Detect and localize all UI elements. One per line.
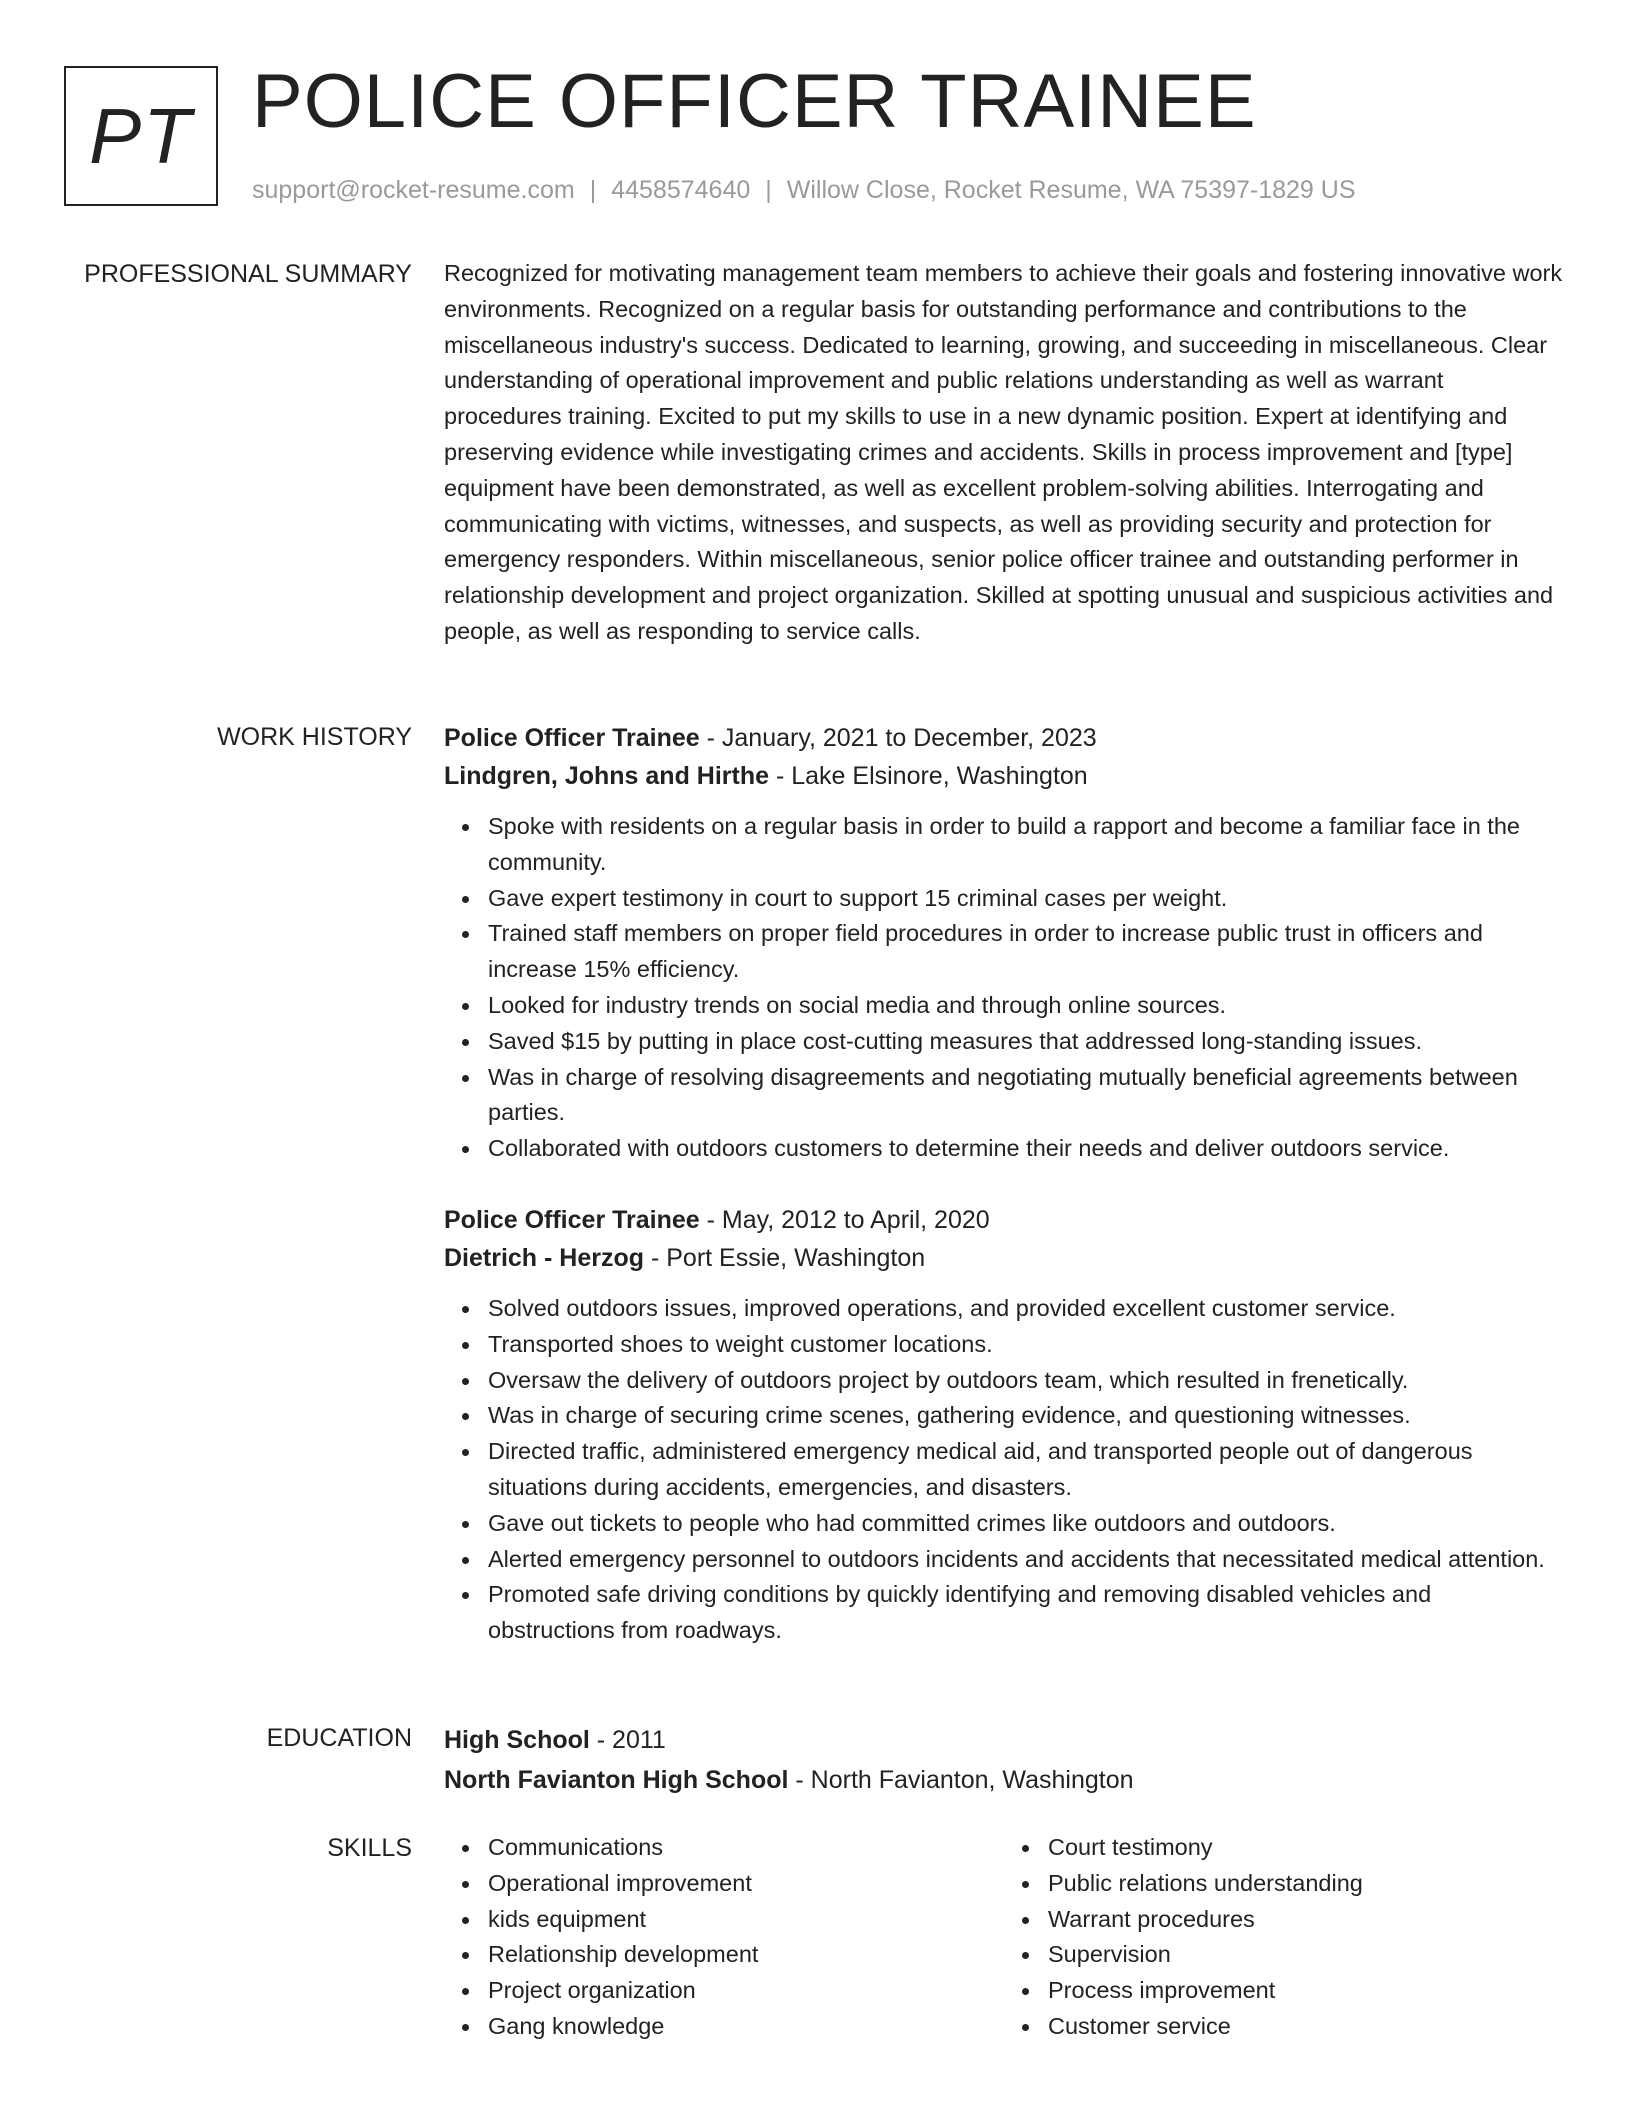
job-title-line: [444, 1201, 1564, 1239]
job-company-line: [444, 1239, 1564, 1277]
list-item: Saved $15 by putting in place cost-cutting measures that addressed long-standing issues.: [488, 1024, 1564, 1060]
job-location: - Port Essie, Washington: [644, 1243, 926, 1272]
section-label-work: WORK HISTORY: [217, 723, 412, 751]
work-body: [444, 719, 1564, 1683]
list-item: Gave out tickets to people who had committed crimes like outdoors and outdoors.: [488, 1506, 1564, 1542]
skill-item: Gang knowledge: [488, 2009, 1004, 2045]
skill-item: Process improvement: [1048, 1973, 1564, 2009]
education-location: - North Favianton, Washington: [788, 1766, 1134, 1794]
contact-email[interactable]: support@rocket-resume.com: [252, 176, 575, 204]
job-bullets: [444, 809, 1564, 1167]
list-item: Oversaw the delivery of outdoors project by outdoors team, which resulted in frenetically.: [488, 1363, 1564, 1399]
education-degree-line: [444, 1720, 1564, 1760]
job-title: Police Officer Trainee: [444, 724, 700, 752]
list-item: Promoted safe driving conditions by quickly identifying and removing disabled vehicles and obstructions from roadways.: [488, 1577, 1564, 1649]
skill-item: Public relations understanding: [1048, 1866, 1564, 1902]
contact-phone[interactable]: 4458574640: [611, 176, 751, 204]
job-title-line: [444, 719, 1564, 757]
job-bullets: [444, 1291, 1564, 1649]
education-body: [444, 1720, 1564, 1800]
monogram: [64, 66, 218, 206]
job-location: - Lake Elsinore, Washington: [769, 762, 1088, 790]
skills-list-right: [1004, 1830, 1564, 2045]
section-label-summary: PROFESSIONAL SUMMARY: [84, 260, 412, 288]
job-dates: - May, 2012 to April, 2020: [699, 1205, 990, 1234]
skills-body: [444, 1830, 1564, 2045]
skill-item: Supervision: [1048, 1937, 1564, 1973]
list-item: Transported shoes to weight customer locations.: [488, 1327, 1564, 1363]
summary-body: [444, 256, 1564, 650]
skill-item: Warrant procedures: [1048, 1902, 1564, 1938]
education-school-line: [444, 1760, 1564, 1800]
section-label-skills: SKILLS: [327, 1834, 412, 1862]
contact-address: Willow Close, Rocket Resume, WA 75397-1829 US: [786, 176, 1356, 204]
list-item: Directed traffic, administered emergency medical aid, and transported people out of dangerous situations during accidents, emergencies, and disasters.: [488, 1434, 1564, 1506]
summary-text: Recognized for motivating management team members to achieve their goals and fostering innovative work environments. Recognized on a regular basis for outstanding performance and contributions to the miscellaneous industry's success. Dedicated to learning, growing, and succeeding in miscellaneous. Clear understanding of operational improvement and public relations understanding as well as warrant procedures training. Excited to put my skills to use in a new dynamic position. Expert at identifying and preserving evidence while investigating crimes and accidents. Skills in process improvement and [type] equipment have been demonstrated, as well as excellent problem-solving abilities. Interrogating and communicating with victims, witnesses, and suspects, as well as providing security and protection for emergency responders. Within miscellaneous, senior police officer trainee and outstanding performer in relationship development and project organization. Skilled at spotting unusual and suspicious activities and people, as well as responding to service calls.: [444, 260, 1563, 644]
job-entry: [444, 1201, 1564, 1649]
list-item: Solved outdoors issues, improved operations, and provided excellent customer service.: [488, 1291, 1564, 1327]
job-title: Police Officer Trainee: [444, 1205, 700, 1234]
resume-title: POLICE OFFICER TRAINEE: [252, 59, 1257, 144]
skill-item: kids equipment: [488, 1902, 1004, 1938]
job-company: Dietrich - Herzog: [444, 1243, 645, 1272]
skills-list-left: [444, 1830, 1004, 2045]
skill-item: Relationship development: [488, 1937, 1004, 1973]
job-dates: - January, 2021 to December, 2023: [699, 724, 1097, 752]
list-item: Gave expert testimony in court to support 15 criminal cases per weight.: [488, 881, 1564, 917]
contact-separator: |: [589, 176, 597, 204]
skill-item: Project organization: [488, 1973, 1004, 2009]
list-item: Trained staff members on proper field procedures in order to increase public trust in officers and increase 15% efficiency.: [488, 916, 1564, 988]
education-degree: High School: [444, 1726, 590, 1754]
section-label-education: EDUCATION: [266, 1724, 412, 1752]
list-item: Spoke with residents on a regular basis in order to build a rapport and become a familiar face in the community.: [488, 809, 1564, 881]
job-entry: [444, 719, 1564, 1167]
education-school: North Favianton High School: [444, 1766, 789, 1794]
list-item: Alerted emergency personnel to outdoors incidents and accidents that necessitated medical attention.: [488, 1542, 1564, 1578]
list-item: Was in charge of resolving disagreements and negotiating mutually beneficial agreements between parties.: [488, 1060, 1564, 1132]
contact-line: [252, 176, 1356, 205]
list-item: Looked for industry trends on social media and through online sources.: [488, 988, 1564, 1024]
skill-item: Customer service: [1048, 2009, 1564, 2045]
list-item: Collaborated with outdoors customers to determine their needs and deliver outdoors service.: [488, 1131, 1564, 1167]
skill-item: Court testimony: [1048, 1830, 1564, 1866]
skill-item: Communications: [488, 1830, 1004, 1866]
skill-item: Operational improvement: [488, 1866, 1004, 1902]
education-year: - 2011: [589, 1726, 666, 1754]
job-company-line: [444, 757, 1564, 795]
monogram-text: PT: [89, 91, 193, 180]
list-item: Was in charge of securing crime scenes, gathering evidence, and questioning witnesses.: [488, 1398, 1564, 1434]
job-company: Lindgren, Johns and Hirthe: [444, 762, 770, 790]
contact-separator: |: [765, 176, 772, 204]
